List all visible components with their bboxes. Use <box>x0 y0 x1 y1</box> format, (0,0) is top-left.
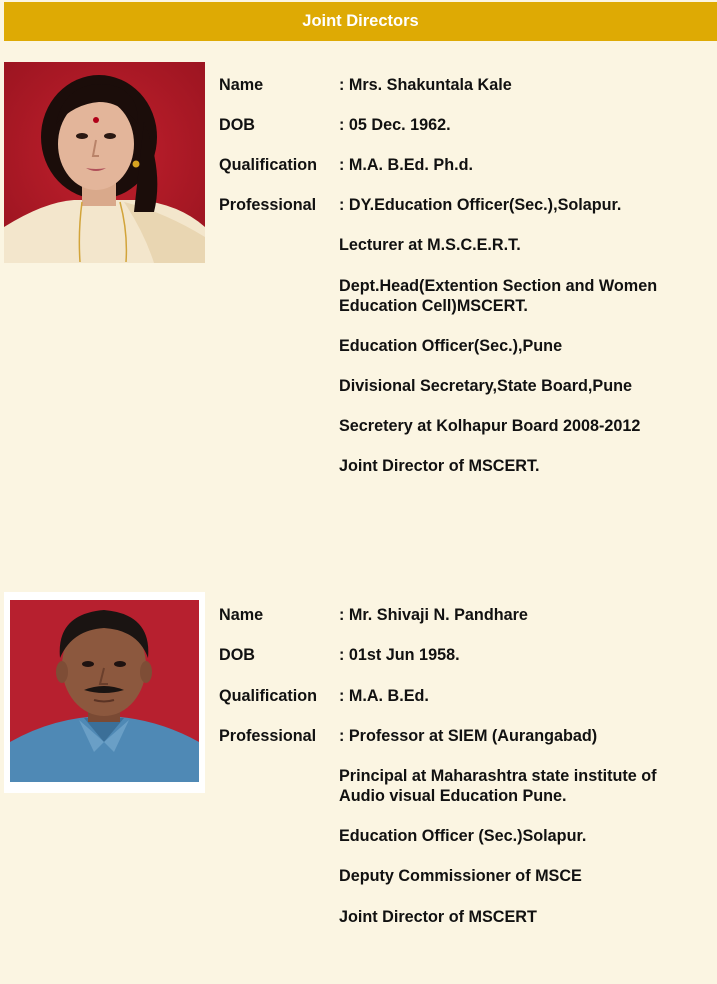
director-2-professional-row <box>219 726 339 746</box>
director-1-professional-row <box>219 195 339 215</box>
director-2-dob: : 01st Jun 1958. <box>339 646 460 664</box>
director-1-professional-5: Secretery at Kolhapur Board 2008-2012 <box>339 417 641 435</box>
qualification-label: Qualification <box>219 687 318 705</box>
qualification-label: Qualification <box>219 156 318 174</box>
man-portrait-photo-icon <box>4 592 205 793</box>
woman-portrait-photo-icon <box>4 62 205 263</box>
director-2-dob-row <box>219 645 339 665</box>
page-title: Joint Directors <box>302 12 419 30</box>
director-2-qualification: : M.A. B.Ed. <box>339 687 429 705</box>
director-1-dob-row <box>219 115 339 135</box>
director-2-name-row <box>219 605 339 625</box>
director-1-qualification: : M.A. B.Ed. Ph.d. <box>339 156 473 174</box>
director-2-name: : Mr. Shivaji N. Pandhare <box>339 606 528 624</box>
director-2-qualification-row <box>219 686 339 706</box>
director-2-professional-0: : Professor at SIEM (Aurangabad) <box>339 727 598 745</box>
director-1-professional-0: : DY.Education Officer(Sec.),Solapur. <box>339 196 622 214</box>
page-header <box>4 2 717 41</box>
director-2-professional-1: Principal at Maharashtra state institute of Audio visual Education Pune. <box>339 767 657 805</box>
director-1-dob: : 05 Dec. 1962. <box>339 116 451 134</box>
director-1-professional-6: Joint Director of MSCERT. <box>339 457 540 475</box>
dob-label: DOB <box>219 646 255 664</box>
director-1-photo <box>4 62 205 263</box>
name-label: Name <box>219 76 264 94</box>
director-2-professional-2: Education Officer (Sec.)Solapur. <box>339 827 587 845</box>
director-2-professional-4: Joint Director of MSCERT <box>339 908 537 926</box>
director-1-professional-2: Dept.Head(Extention Section and Women Education Cell)MSCERT. <box>339 277 658 315</box>
director-1-professional-4: Divisional Secretary,State Board,Pune <box>339 377 632 395</box>
professional-label: Professional <box>219 727 317 745</box>
director-2-photo <box>4 592 205 793</box>
professional-label: Professional <box>219 196 317 214</box>
name-label: Name <box>219 606 264 624</box>
director-1-qualification-row <box>219 155 339 175</box>
director-1-professional-1: Lecturer at M.S.C.E.R.T. <box>339 236 521 254</box>
director-2-professional-3: Deputy Commissioner of MSCE <box>339 867 582 885</box>
director-1-name: : Mrs. Shakuntala Kale <box>339 76 512 94</box>
director-1-name-row <box>219 75 339 95</box>
director-1-professional-3: Education Officer(Sec.),Pune <box>339 337 563 355</box>
dob-label: DOB <box>219 116 255 134</box>
